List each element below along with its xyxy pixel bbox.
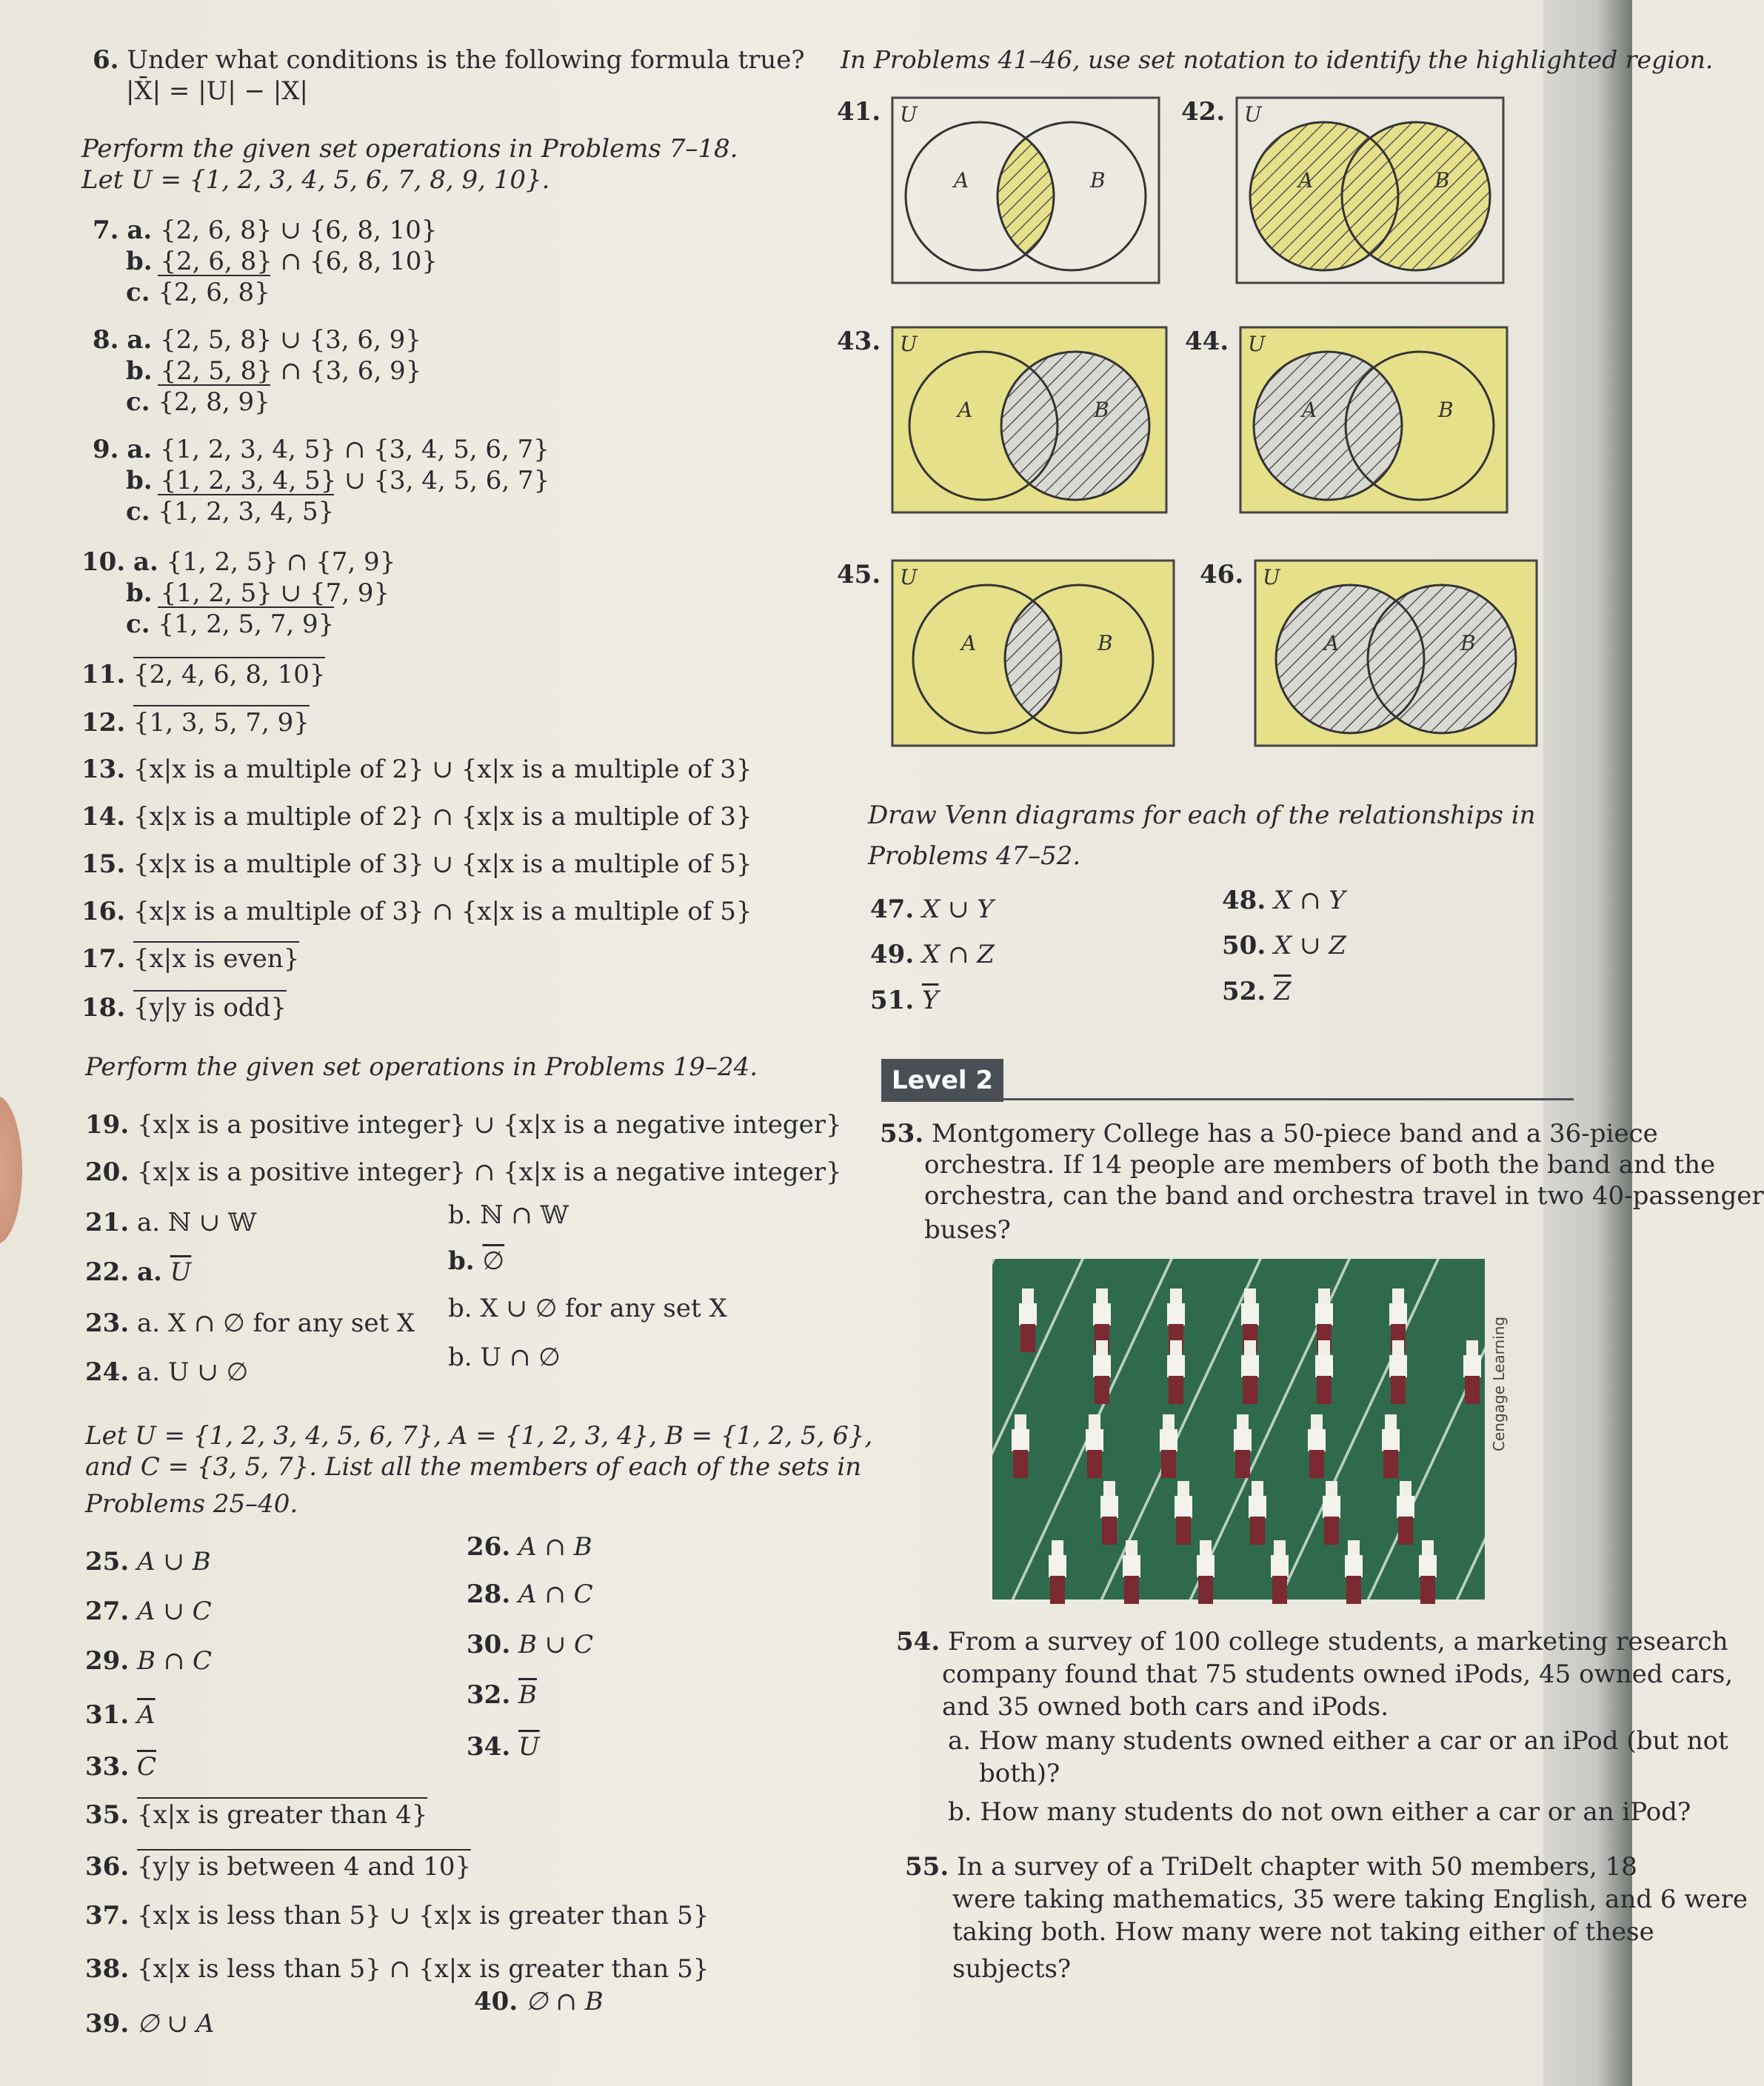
problem-25: 25. A ∪ B <box>85 1547 211 1577</box>
problem-50: 50. X ∪ Z <box>1222 931 1346 960</box>
universe-label: U <box>900 102 918 127</box>
problem-22b: b. ∅ <box>448 1246 505 1276</box>
problem-55-line1: 55. In a survey of a TriDelt chapter with 50 members, 18 <box>905 1852 1637 1882</box>
draw-intro-line2: Problems 47–52. <box>868 841 1081 871</box>
marching-band-photo <box>992 1259 1485 1599</box>
problem-17: 17. {x|x is even} <box>81 943 299 975</box>
problem-29: 29. B ∩ C <box>85 1646 213 1676</box>
problem-24a: 24. a. U ∪ ∅ <box>85 1357 249 1387</box>
problem-53-line3: orchestra, can the band and orchestra travel in two 40-passenger <box>924 1181 1764 1211</box>
venn-number: 42. <box>1181 97 1226 127</box>
marching-band-image <box>992 1259 1485 1599</box>
photo-credit: Cengage Learning <box>1490 1316 1508 1451</box>
problem-54-line3: and 35 owned both cars and iPods. <box>942 1692 1389 1722</box>
problem-22a: 22. a. $\overline{U}$ <box>85 1257 192 1287</box>
problem-40: 40. ∅ ∩ B <box>474 1987 604 2016</box>
problem-6-formula: |X̄| = |U| − |X| <box>126 76 309 106</box>
universe-label: U <box>900 565 918 589</box>
problem-55-line2: were taking mathematics, 35 were taking English, and 6 were <box>952 1885 1748 1914</box>
universe-label: U <box>900 332 918 356</box>
universe-label: U <box>1244 102 1262 127</box>
problem-28: 28. A ∩ C <box>467 1579 593 1609</box>
draw-intro-line1: Draw Venn diagrams for each of the relationships in <box>868 800 1536 830</box>
problem-10a: 10. a. {1, 2, 5} ∩ {7, 9} <box>81 547 396 577</box>
problem-24b: b. U ∩ ∅ <box>448 1343 561 1372</box>
problem-30: 30. B ∪ C <box>467 1630 594 1659</box>
venn-43 <box>837 318 1177 518</box>
venn-number: 45. <box>837 560 881 589</box>
problem-27: 27. A ∪ C <box>85 1597 212 1626</box>
problem-20: 20. {x|x is a positive integer} ∩ {x|x is a negative integer} <box>85 1157 842 1187</box>
problem-10c: c. {1, 2, 5, 7, 9} <box>126 609 334 640</box>
set-a-label: A <box>961 631 977 655</box>
venn-number: 41. <box>837 97 881 127</box>
problem-19: 19. {x|x is a positive integer} ∪ {x|x is a negative integer} <box>85 1110 842 1140</box>
problem-23a: 23. a. X ∩ ∅ for any set X <box>85 1308 415 1338</box>
problem-9c: c. {1, 2, 3, 4, 5} <box>126 496 334 527</box>
problem-21a: 21. a. ℕ ∪ 𝕎 <box>85 1208 257 1237</box>
set-a-label: A <box>954 168 969 193</box>
set-a-label: A <box>1302 398 1317 422</box>
venn-intro: In Problems 41–46, use set notation to identify the highlighted region. <box>841 45 1714 74</box>
venn-41 <box>837 89 1170 289</box>
intro-25-40-line3: Problems 25–40. <box>85 1489 298 1519</box>
problem-35: 35. {x|x is greater than 4} <box>85 1799 427 1831</box>
problem-10b: b. {1, 2, 5} ∪ {7, 9} <box>126 578 390 608</box>
problem-9a: 9. a. {1, 2, 3, 4, 5} ∩ {3, 4, 5, 6, 7} <box>93 435 549 464</box>
set-a-label: A <box>958 398 973 422</box>
venn-44 <box>1185 318 1518 518</box>
problem-54-line1: 54. From a survey of 100 college students, a marketing research <box>896 1627 1728 1657</box>
problem-47: 47. X ∪ Y <box>870 895 994 924</box>
problem-55-line4: subjects? <box>952 1954 1072 1984</box>
problem-16: 16. {x|x is a multiple of 3} ∩ {x|x is a multiple of 5} <box>81 897 752 926</box>
problem-8a: 8. a. {2, 5, 8} ∪ {3, 6, 9} <box>93 325 421 355</box>
intro-25-40-line1: Let U = {1, 2, 3, 4, 5, 6, 7}, A = {1, 2, 3, 4}, B = {1, 2, 5, 6}, <box>85 1421 873 1451</box>
level-2-banner: Level 2 <box>881 1059 1003 1102</box>
page-edge <box>1543 0 1632 2086</box>
universe-label: U <box>1248 332 1266 356</box>
problem-33: 33. $\overline{C}$ <box>85 1752 156 1782</box>
problem-34: 34. $\overline{U}$ <box>467 1732 540 1762</box>
problem-31: 31. $\overline{A}$ <box>85 1700 156 1730</box>
problem-51: 51. $\overline{Y}$ <box>870 986 939 1015</box>
set-b-label: B <box>1438 398 1454 422</box>
problem-18: 18. {y|y is odd} <box>81 992 287 1023</box>
set-b-label: B <box>1090 168 1106 193</box>
problem-7b: b. {2, 6, 8} ∩ {6, 8, 10} <box>126 247 438 276</box>
problem-8c: c. {2, 8, 9} <box>126 387 270 418</box>
universe-definition: Let U = {1, 2, 3, 4, 5, 6, 7, 8, 9, 10}. <box>81 165 550 195</box>
problem-9b: b. {1, 2, 3, 4, 5} ∪ {3, 4, 5, 6, 7} <box>126 466 550 495</box>
problem-54a-line2: both)? <box>979 1759 1060 1788</box>
problem-15: 15. {x|x is a multiple of 3} ∪ {x|x is a multiple of 5} <box>81 849 752 879</box>
problem-11: 11. {2, 4, 6, 8, 10} <box>81 659 325 690</box>
venn-45 <box>837 552 1192 752</box>
set-b-label: B <box>1434 168 1450 193</box>
venn-number: 46. <box>1200 560 1244 589</box>
problem-26: 26. A ∩ B <box>467 1532 592 1562</box>
problem-54-line2: company found that 75 students owned iPods, 45 owned cars, <box>942 1659 1734 1689</box>
problem-6: 6. Under what conditions is the following formula true? <box>93 45 805 75</box>
problem-54a-line1: a. How many students owned either a car or an iPod (but not <box>948 1726 1728 1756</box>
problem-13: 13. {x|x is a multiple of 2} ∪ {x|x is a multiple of 3} <box>81 755 752 784</box>
set-b-label: B <box>1098 631 1113 655</box>
problem-53-line1: 53. Montgomery College has a 50-piece band and a 36-piece <box>880 1119 1658 1149</box>
set-a-label: A <box>1298 168 1314 193</box>
problem-36: 36. {y|y is between 4 and 10} <box>85 1851 471 1882</box>
problem-14: 14. {x|x is a multiple of 2} ∩ {x|x is a multiple of 3} <box>81 802 752 832</box>
problem-12: 12. {1, 3, 5, 7, 9} <box>81 707 310 738</box>
problem-38: 38. {x|x is less than 5} ∩ {x|x is greater than 5} <box>85 1954 709 1984</box>
problem-7a: 7. a. {2, 6, 8} ∪ {6, 8, 10} <box>93 215 438 245</box>
venn-number: 43. <box>837 327 881 356</box>
intro-19-24: Perform the given set operations in Problems 19–24. <box>85 1052 758 1082</box>
venn-number: 44. <box>1185 327 1229 356</box>
venn-46 <box>1200 552 1533 752</box>
universe-label: U <box>1263 565 1280 589</box>
problem-8b: b. {2, 5, 8} ∩ {3, 6, 9} <box>126 356 422 386</box>
problem-23b: b. X ∪ ∅ for any set X <box>448 1294 727 1323</box>
set-a-label: A <box>1324 631 1340 655</box>
problem-39: 39. ∅ ∪ A <box>85 2009 215 2039</box>
level-rule <box>1003 1098 1574 1100</box>
problem-48: 48. X ∩ Y <box>1222 886 1346 915</box>
problem-32: 32. $\overline{B}$ <box>467 1680 537 1710</box>
problem-55-line3: taking both. How many were not taking either of these <box>952 1917 1654 1947</box>
problem-54b: b. How many students do not own either a car or an iPod? <box>948 1797 1691 1827</box>
intro-25-40-line2: and C = {3, 5, 7}. List all the members of each of the sets in <box>85 1452 862 1482</box>
problem-49: 49. X ∩ Z <box>870 940 995 969</box>
problem-53-line2: orchestra. If 14 people are members of both the band and the <box>924 1150 1716 1180</box>
set-b-label: B <box>1460 631 1476 655</box>
venn-42 <box>1181 89 1514 289</box>
intro-7-18: Perform the given set operations in Problems 7–18. <box>81 134 738 164</box>
problem-21b: b. ℕ ∩ 𝕎 <box>448 1200 569 1230</box>
problem-37: 37. {x|x is less than 5} ∪ {x|x is greater than 5} <box>85 1901 709 1930</box>
set-b-label: B <box>1094 398 1109 422</box>
problem-52: 52. $\overline{Z}$ <box>1222 977 1292 1006</box>
problem-53-line4: buses? <box>924 1215 1011 1245</box>
problem-7c: c. {2, 6, 8} <box>126 277 270 308</box>
